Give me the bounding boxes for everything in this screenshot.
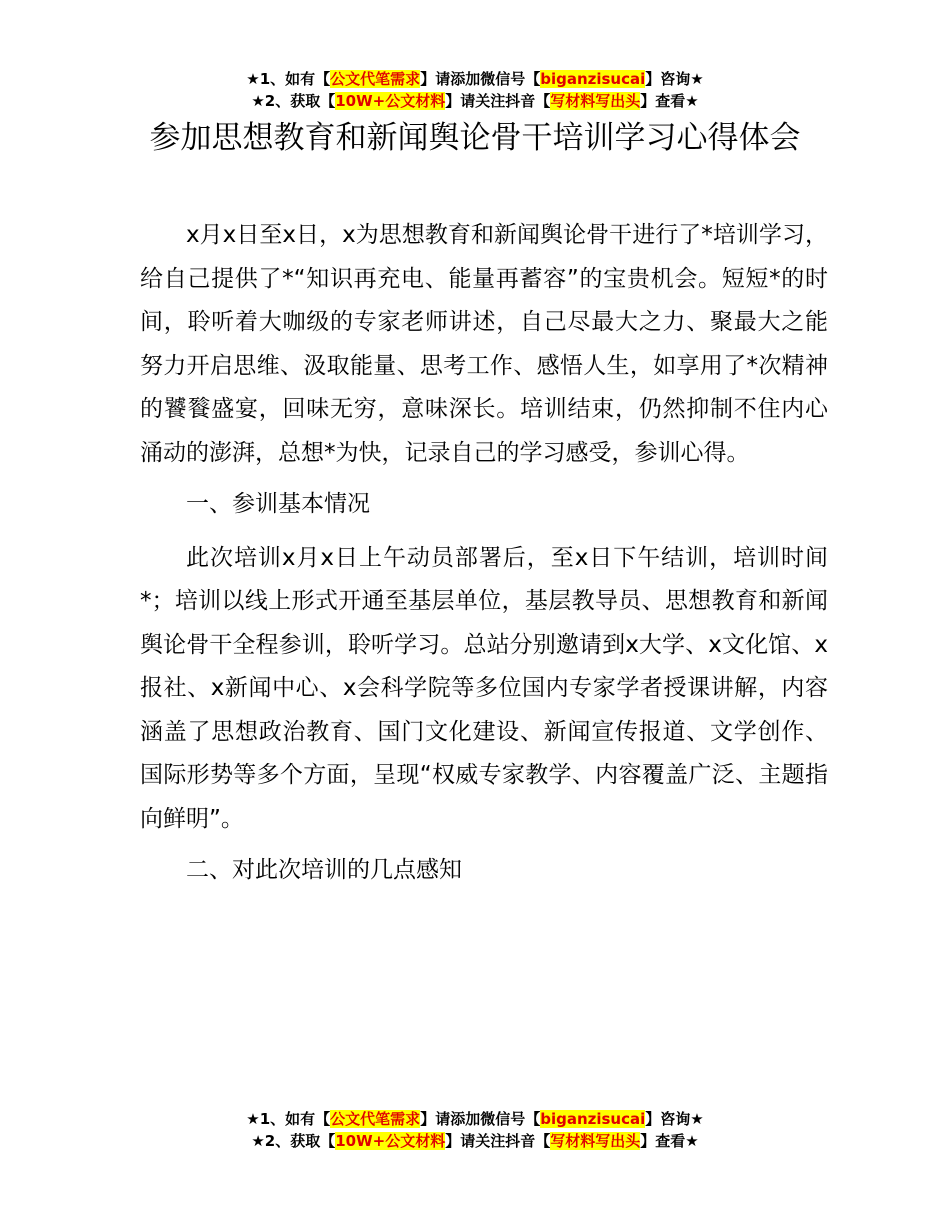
banner-highlight: 10W+公文材料 — [335, 92, 446, 110]
banner-text: 】请关注抖音【 — [445, 92, 551, 110]
banner-text: ★1、如有【 — [246, 70, 331, 88]
document-title: 参加思想教育和新闻舆论骨干培训学习心得体会 — [149, 120, 801, 156]
banner-text: ★2、获取【 — [251, 92, 336, 110]
banner-text: 】请关注抖音【 — [445, 1132, 551, 1150]
banner-highlight: 10W+公文材料 — [335, 1132, 446, 1150]
banner-line-1 — [0, 1108, 950, 1130]
banner-text: 】咨询★ — [645, 1110, 704, 1128]
document-body — [140, 214, 828, 903]
banner-line-2 — [0, 1130, 950, 1152]
banner-text: ★1、如有【 — [246, 1110, 331, 1128]
banner-highlight-douyin: 写材料写出头 — [550, 92, 641, 110]
section-1-paragraph: 此次培训x月x日上午动员部署后，至x日下午结训，培训时间*；培训以线上形式开通至基层单位，基层教导员、思想教育和新闻舆论骨干全程参训，聆听学习。总站分别邀请到x大学、x文化馆、x报社、x新闻中心、x会科学院等多位国内专家学者授课讲解，内容涵盖了思想政治教育、国门文化建设、新闻宣传报道、文学创作、国际形势等多个方面，呈现“权威专家教学、内容覆盖广泛、主题指向鲜明”。 — [140, 544, 828, 832]
banner-highlight-douyin: 写材料写出头 — [550, 1132, 641, 1150]
banner-text: 】查看★ — [640, 92, 699, 110]
banner-highlight-wechat-id: biganzisucai — [540, 70, 646, 88]
banner-text: 】请添加微信号【 — [420, 70, 541, 88]
bottom-banner — [0, 1108, 950, 1152]
banner-text: ★2、获取【 — [251, 1132, 336, 1150]
banner-text: 】查看★ — [640, 1132, 699, 1150]
banner-highlight: 公文代笔需求 — [330, 1110, 421, 1128]
banner-line-2 — [0, 90, 950, 112]
section-heading-1: 一、参训基本情况 — [186, 491, 370, 517]
top-banner — [0, 68, 950, 112]
intro-paragraph: x月x日至x日，x为思想教育和新闻舆论骨干进行了*培训学习，给自己提供了*“知识再充电、能量再蓄容”的宝贵机会。短短*的时间，聆听着大咖级的专家老师讲述，自己尽最大之力、聚最大之能努力开启思维、汲取能量、思考工作、感悟人生，如享用了*次精神的饕餮盛宴，回味无穷，意味深长。培训结束，仍然抑制不住内心涌动的澎湃，总想*为快，记录自己的学习感受，参训心得。 — [140, 222, 828, 466]
banner-text: 】咨询★ — [645, 70, 704, 88]
banner-text: 】请添加微信号【 — [420, 1110, 541, 1128]
banner-highlight: 公文代笔需求 — [330, 70, 421, 88]
section-heading-2: 二、对此次培训的几点感知 — [186, 857, 462, 883]
banner-line-1 — [0, 68, 950, 90]
banner-highlight-wechat-id: biganzisucai — [540, 1110, 646, 1128]
